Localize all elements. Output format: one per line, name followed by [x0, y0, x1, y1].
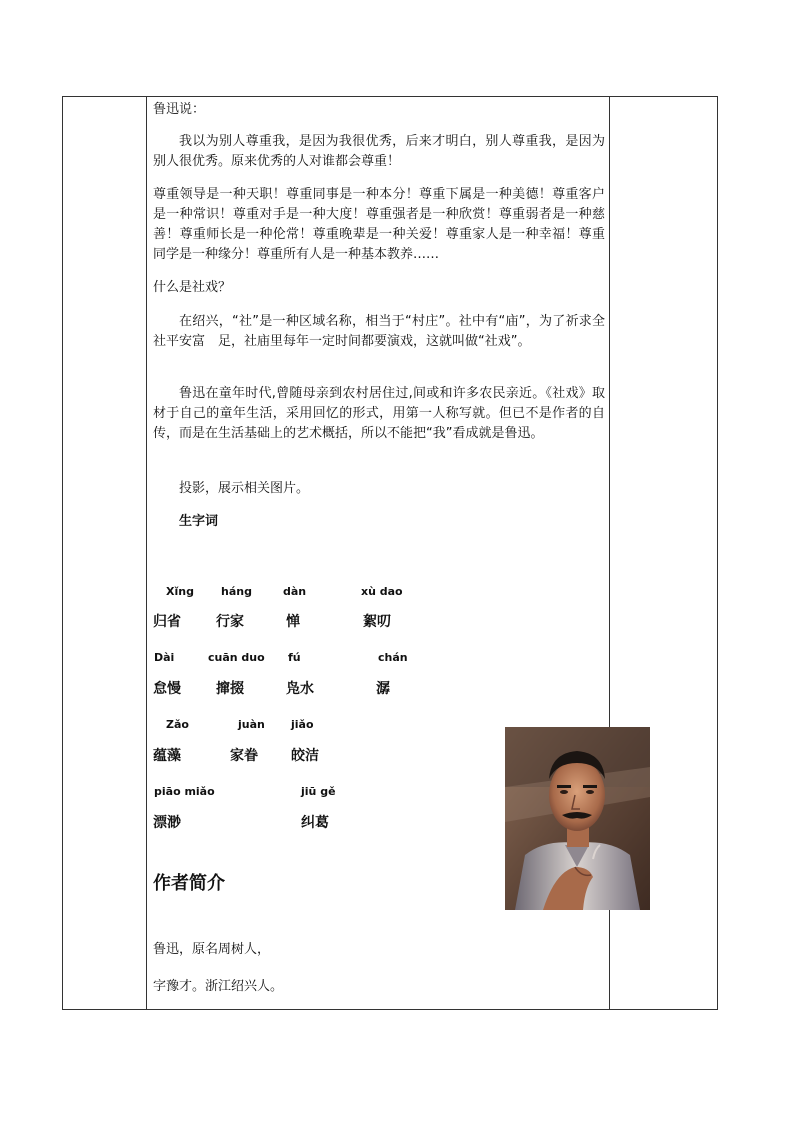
lu-xun-portrait-icon	[505, 727, 650, 910]
vocab-word: 凫水	[286, 681, 314, 697]
vocab-word: 潺	[376, 681, 390, 697]
vocab-word: 絮叨	[363, 614, 391, 630]
vocab-word: 蕴藻	[153, 748, 181, 764]
vocab-word: 惮	[286, 614, 300, 630]
respect-paragraph: 尊重领导是一种天职！尊重同事是一种本分！尊重下属是一种美德！尊重客户是一种常识！尊重对手是一种大度！尊重强者是一种欣赏！尊重弱者是一种慈善！尊重师长是一种伦常！尊重晚辈是一种关爱！尊重家人是一种幸福！尊重同学是一种缘分！尊重所有人是一种基本教养……	[153, 187, 605, 262]
pinyin: háng	[221, 585, 252, 598]
vocab-word: 行家	[216, 614, 244, 630]
pinyin: piāo miǎo	[154, 785, 215, 798]
shexi-question: 什么是社戏？	[153, 280, 232, 295]
pinyin: cuān duo	[208, 651, 265, 664]
author-line-2: 字豫才。浙江绍兴人。	[153, 979, 284, 994]
pinyin: jiū gě	[301, 785, 336, 798]
intro-label: 鲁迅说：	[153, 102, 206, 117]
author-line-1: 鲁迅，原名周树人，	[153, 942, 271, 957]
column-divider-left	[146, 97, 147, 1009]
background-paragraph: 鲁迅在童年时代,曾随母亲到农村居住过,间或和许多农民亲近。《社戏》取材于自己的童年生活，采用回忆的形式，用第一人称写就。但已不是作者的自传，而是在生活基础上的艺术概括，所以不能把“我”看成就是鲁迅。	[153, 386, 605, 441]
projection-note: 投影，展示相关图片。	[179, 481, 310, 496]
vocab-word: 撺掇	[216, 681, 244, 697]
pinyin: Zǎo	[166, 718, 189, 731]
pinyin: fú	[288, 651, 301, 664]
vocab-word: 纠葛	[301, 815, 329, 831]
vocab-word: 家眷	[230, 748, 258, 764]
pinyin: jiǎo	[291, 718, 314, 731]
vocab-word: 皎洁	[291, 748, 319, 764]
shexi-definition: 在绍兴，“社”是一种区域名称，相当于“村庄”。社中有“庙”，为了祈求全社平安富 足，社庙里每年一定时间都要演戏，这就叫做“社戏”。	[153, 314, 605, 349]
pinyin: juàn	[238, 718, 265, 731]
vocab-word: 归省	[153, 614, 181, 630]
pinyin: chán	[378, 651, 408, 664]
quote-paragraph: 我以为别人尊重我，是因为我很优秀，后来才明白，别人尊重我，是因为别人很优秀。原来优秀的人对谁都会尊重！	[153, 134, 605, 169]
lesson-table	[62, 96, 718, 1010]
vocab-word: 怠慢	[153, 681, 181, 697]
pinyin: xù dao	[361, 585, 403, 598]
pinyin: Xǐng	[166, 585, 194, 598]
pinyin: Dài	[154, 651, 175, 664]
vocab-word: 漂渺	[153, 815, 181, 831]
pinyin: dàn	[283, 585, 307, 598]
author-heading: 作者简介	[153, 873, 225, 894]
vocab-heading: 生字词	[179, 514, 219, 529]
